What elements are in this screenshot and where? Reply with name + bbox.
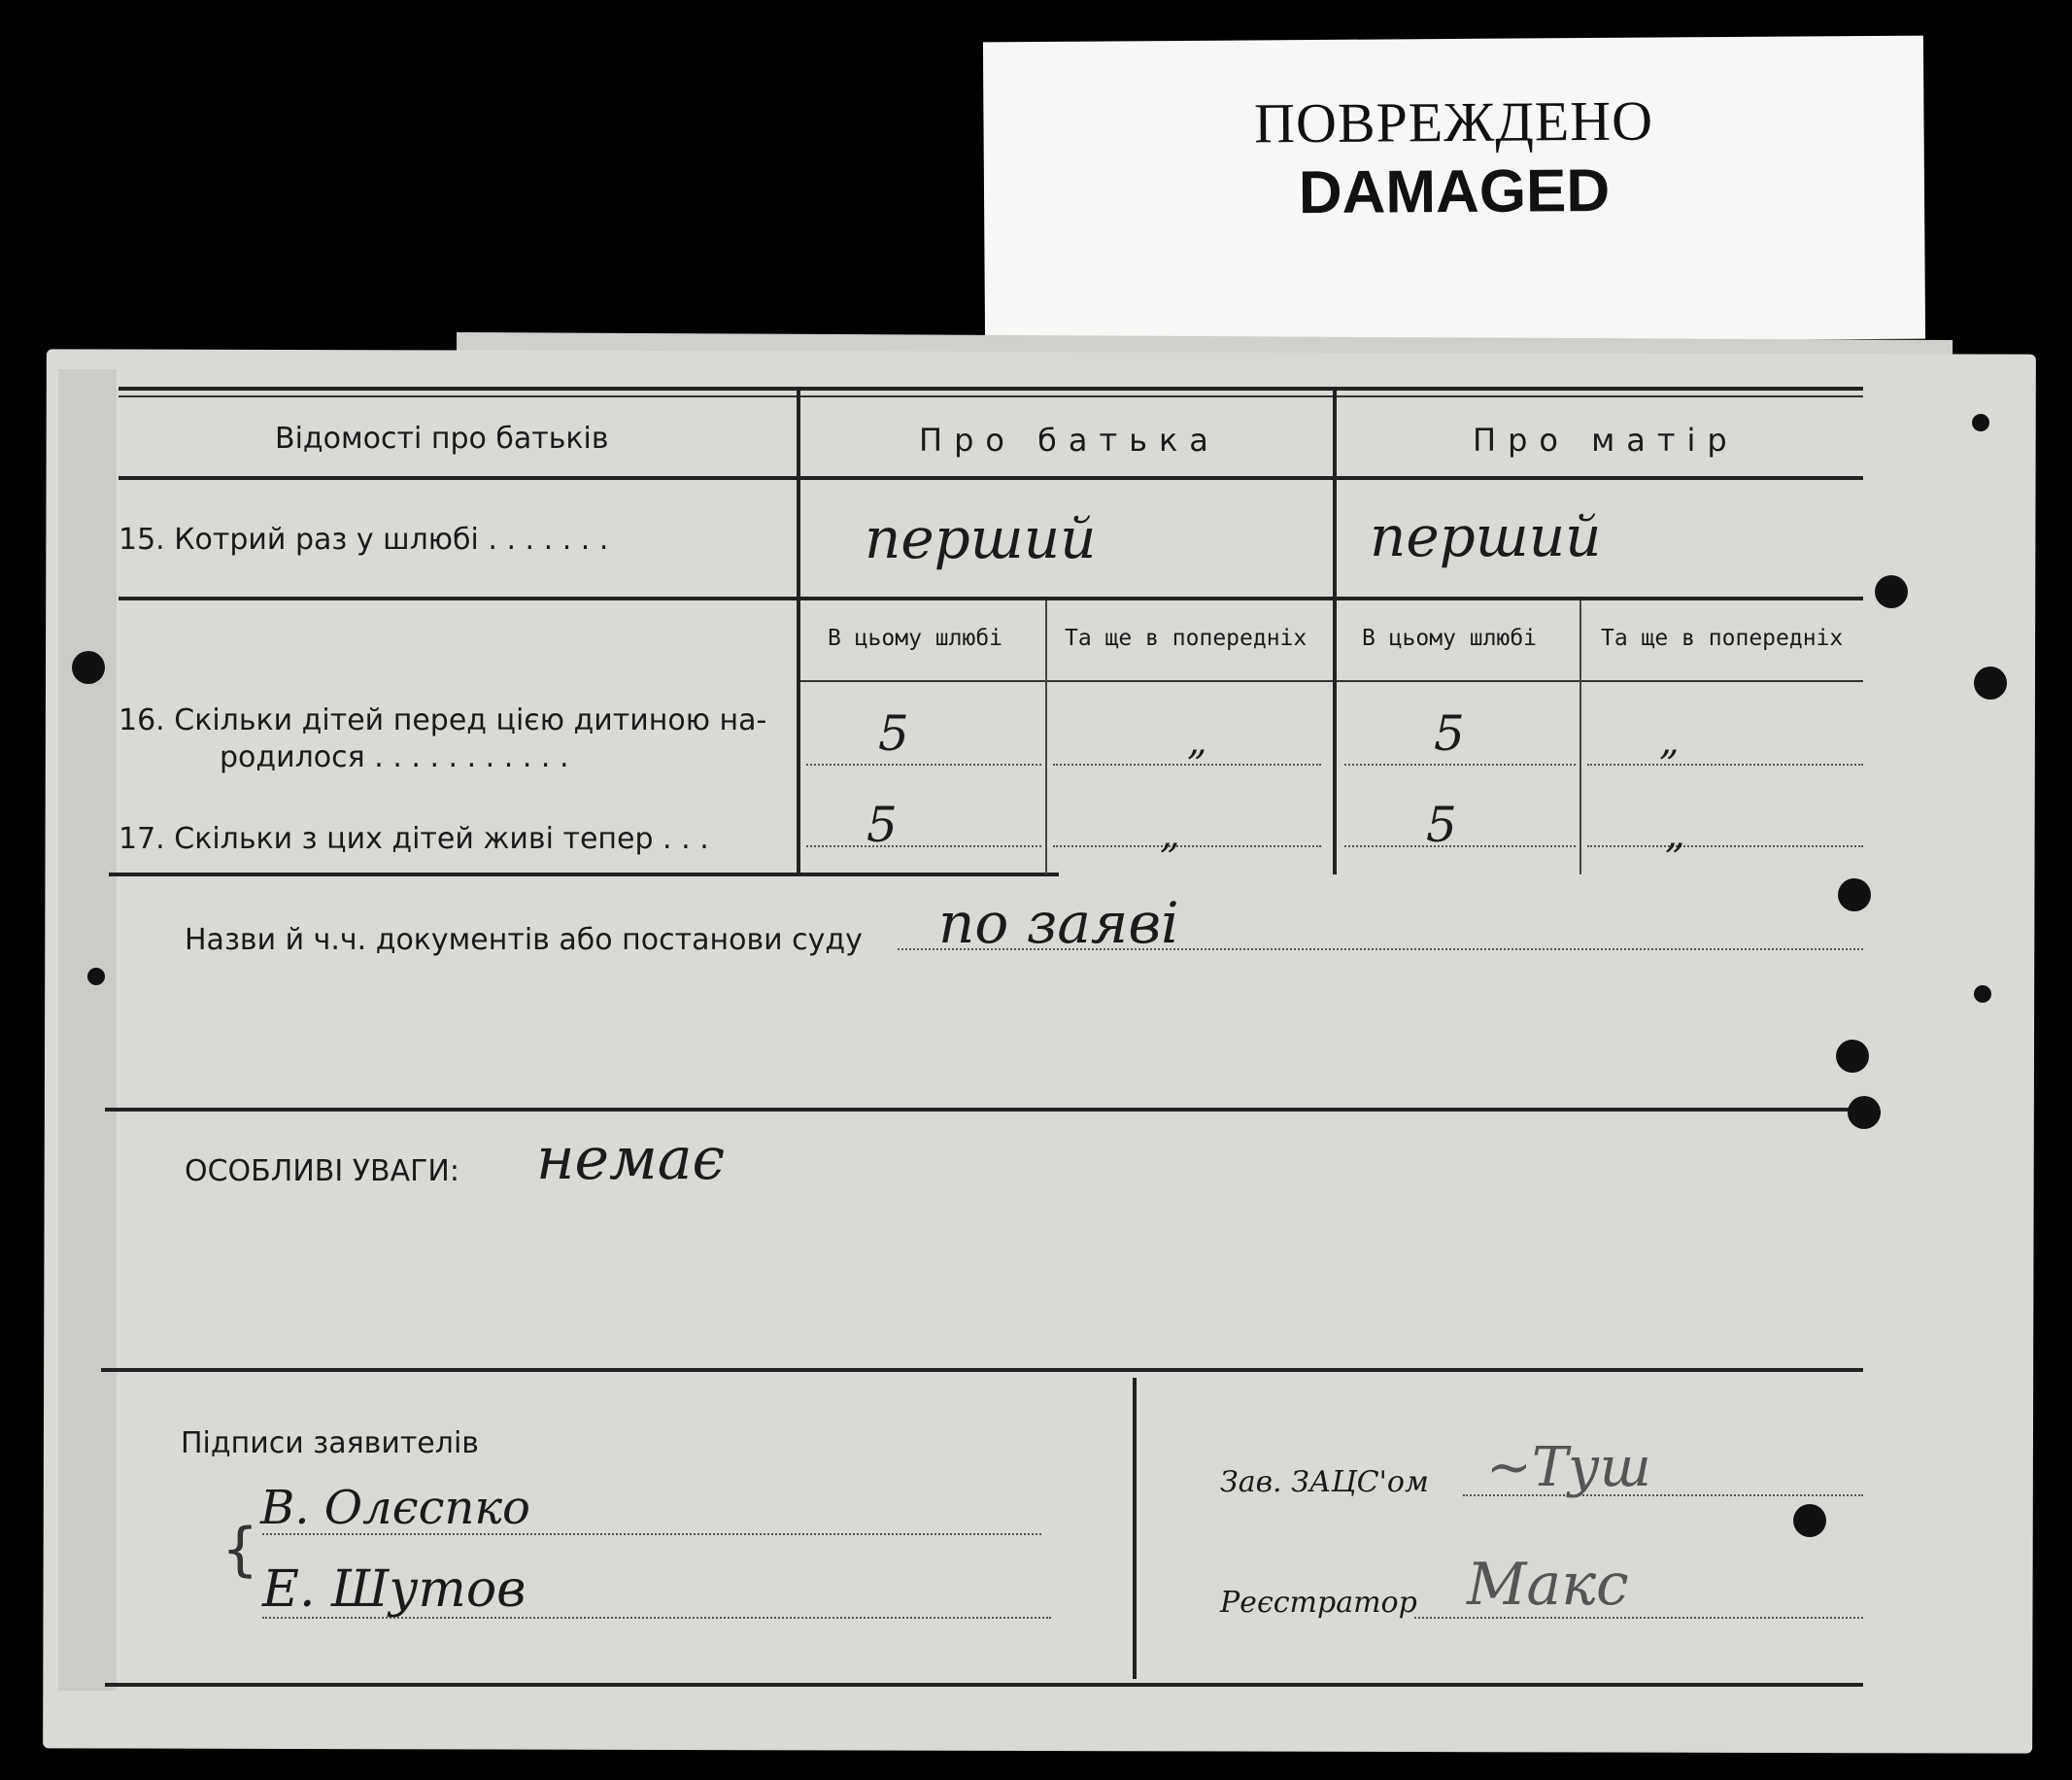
q16-father-prev-dots [1053, 764, 1321, 766]
header-bottom-rule [119, 476, 1863, 480]
q15-father-value: перший [865, 505, 1097, 571]
subcol-bottom-rule [798, 680, 1863, 682]
punch-hole [1836, 1040, 1869, 1073]
table-top-rule [119, 387, 1863, 391]
damaged-label-en: DAMAGED [1298, 156, 1611, 227]
header-parents-info: Відомості про батьків [275, 422, 609, 456]
documents-value: по заяві [938, 890, 1179, 956]
q16-mother-prev: „ [1659, 719, 1680, 764]
head-zags-signature: ~Туш [1486, 1436, 1651, 1499]
subcol-father-this: В цьому шлюбі [828, 626, 1003, 651]
col-divider-father-sub [1045, 600, 1047, 874]
registrar-label: Реєстратор [1220, 1586, 1417, 1620]
punch-hole [72, 651, 105, 684]
applicants-label: Підписи заявителів [181, 1426, 479, 1460]
q17-label: 17. Скільки з цих дітей живі тепер . . . [119, 822, 709, 856]
q17-father-prev-dots [1053, 845, 1321, 847]
q16-label-line1: 16. Скільки дітей перед цією дитиною на- [119, 703, 767, 737]
signatures-divider [1133, 1378, 1137, 1679]
row15-bottom-rule [119, 597, 1863, 600]
header-about-mother: Про матір [1473, 422, 1739, 459]
q16-mother-this-dots [1344, 764, 1576, 766]
q16-label-line2: родилося . . . . . . . . . . . [220, 740, 569, 774]
punch-hole [1974, 985, 1991, 1003]
applicants-brace: { [221, 1516, 259, 1584]
q16-father-prev: „ [1187, 719, 1207, 764]
punch-hole [1848, 1096, 1881, 1129]
col-divider-mother [1333, 389, 1337, 874]
punch-hole [1838, 878, 1871, 911]
punch-hole [87, 968, 105, 985]
documents-label: Назви й ч.ч. документів або постанови суду [185, 923, 863, 957]
col-divider-mother-sub [1579, 600, 1581, 874]
q15-label: 15. Котрий раз у шлюбі . . . . . . . [119, 523, 609, 557]
remarks-value: немає [536, 1125, 726, 1193]
q17-mother-this: 5 [1426, 797, 1457, 853]
q17-father-this-dots [806, 845, 1041, 847]
punch-hole [1793, 1504, 1826, 1537]
remarks-top-rule [105, 1108, 1863, 1112]
header-about-father: Про батька [919, 422, 1220, 459]
applicant2-signature: Е. Шутов [262, 1560, 526, 1619]
q17-mother-prev: „ [1665, 812, 1685, 857]
damaged-label [983, 36, 1925, 346]
subcol-mother-prev: Та ще в попередніх [1601, 626, 1844, 651]
punch-hole [1974, 667, 2007, 700]
table-bottom-rule [109, 873, 1059, 876]
q17-father-this: 5 [866, 797, 898, 853]
q16-mother-this: 5 [1434, 705, 1465, 762]
q16-father-this-dots [806, 764, 1041, 766]
col-divider-father [797, 389, 800, 874]
punch-hole [1972, 414, 1989, 431]
q17-mother-this-dots [1344, 845, 1576, 847]
q16-mother-prev-dots [1587, 764, 1863, 766]
damaged-label-ru: ПОВРЕЖДЕНО [1253, 88, 1654, 155]
table-top-rule-2 [119, 395, 1863, 397]
card-bottom-rule [105, 1683, 1863, 1687]
subcol-mother-this: В цьому шлюбі [1362, 626, 1538, 651]
q15-mother-value: перший [1370, 503, 1602, 569]
remarks-label: ОСОБЛИВІ УВАГИ: [185, 1154, 459, 1188]
applicant1-signature: В. Олєспко [260, 1481, 530, 1535]
card-edge-shadow [58, 369, 117, 1691]
q17-father-prev: „ [1160, 812, 1180, 857]
q17-mother-prev-dots [1587, 845, 1863, 847]
registrar-signature: Макс [1467, 1551, 1629, 1619]
subcol-father-prev: Та ще в попередніх [1065, 626, 1308, 651]
head-zags-label: Зав. ЗАЦС'ом [1220, 1465, 1429, 1499]
signatures-top-rule [101, 1368, 1863, 1372]
punch-hole [1875, 575, 1908, 608]
q16-father-this: 5 [878, 705, 909, 762]
